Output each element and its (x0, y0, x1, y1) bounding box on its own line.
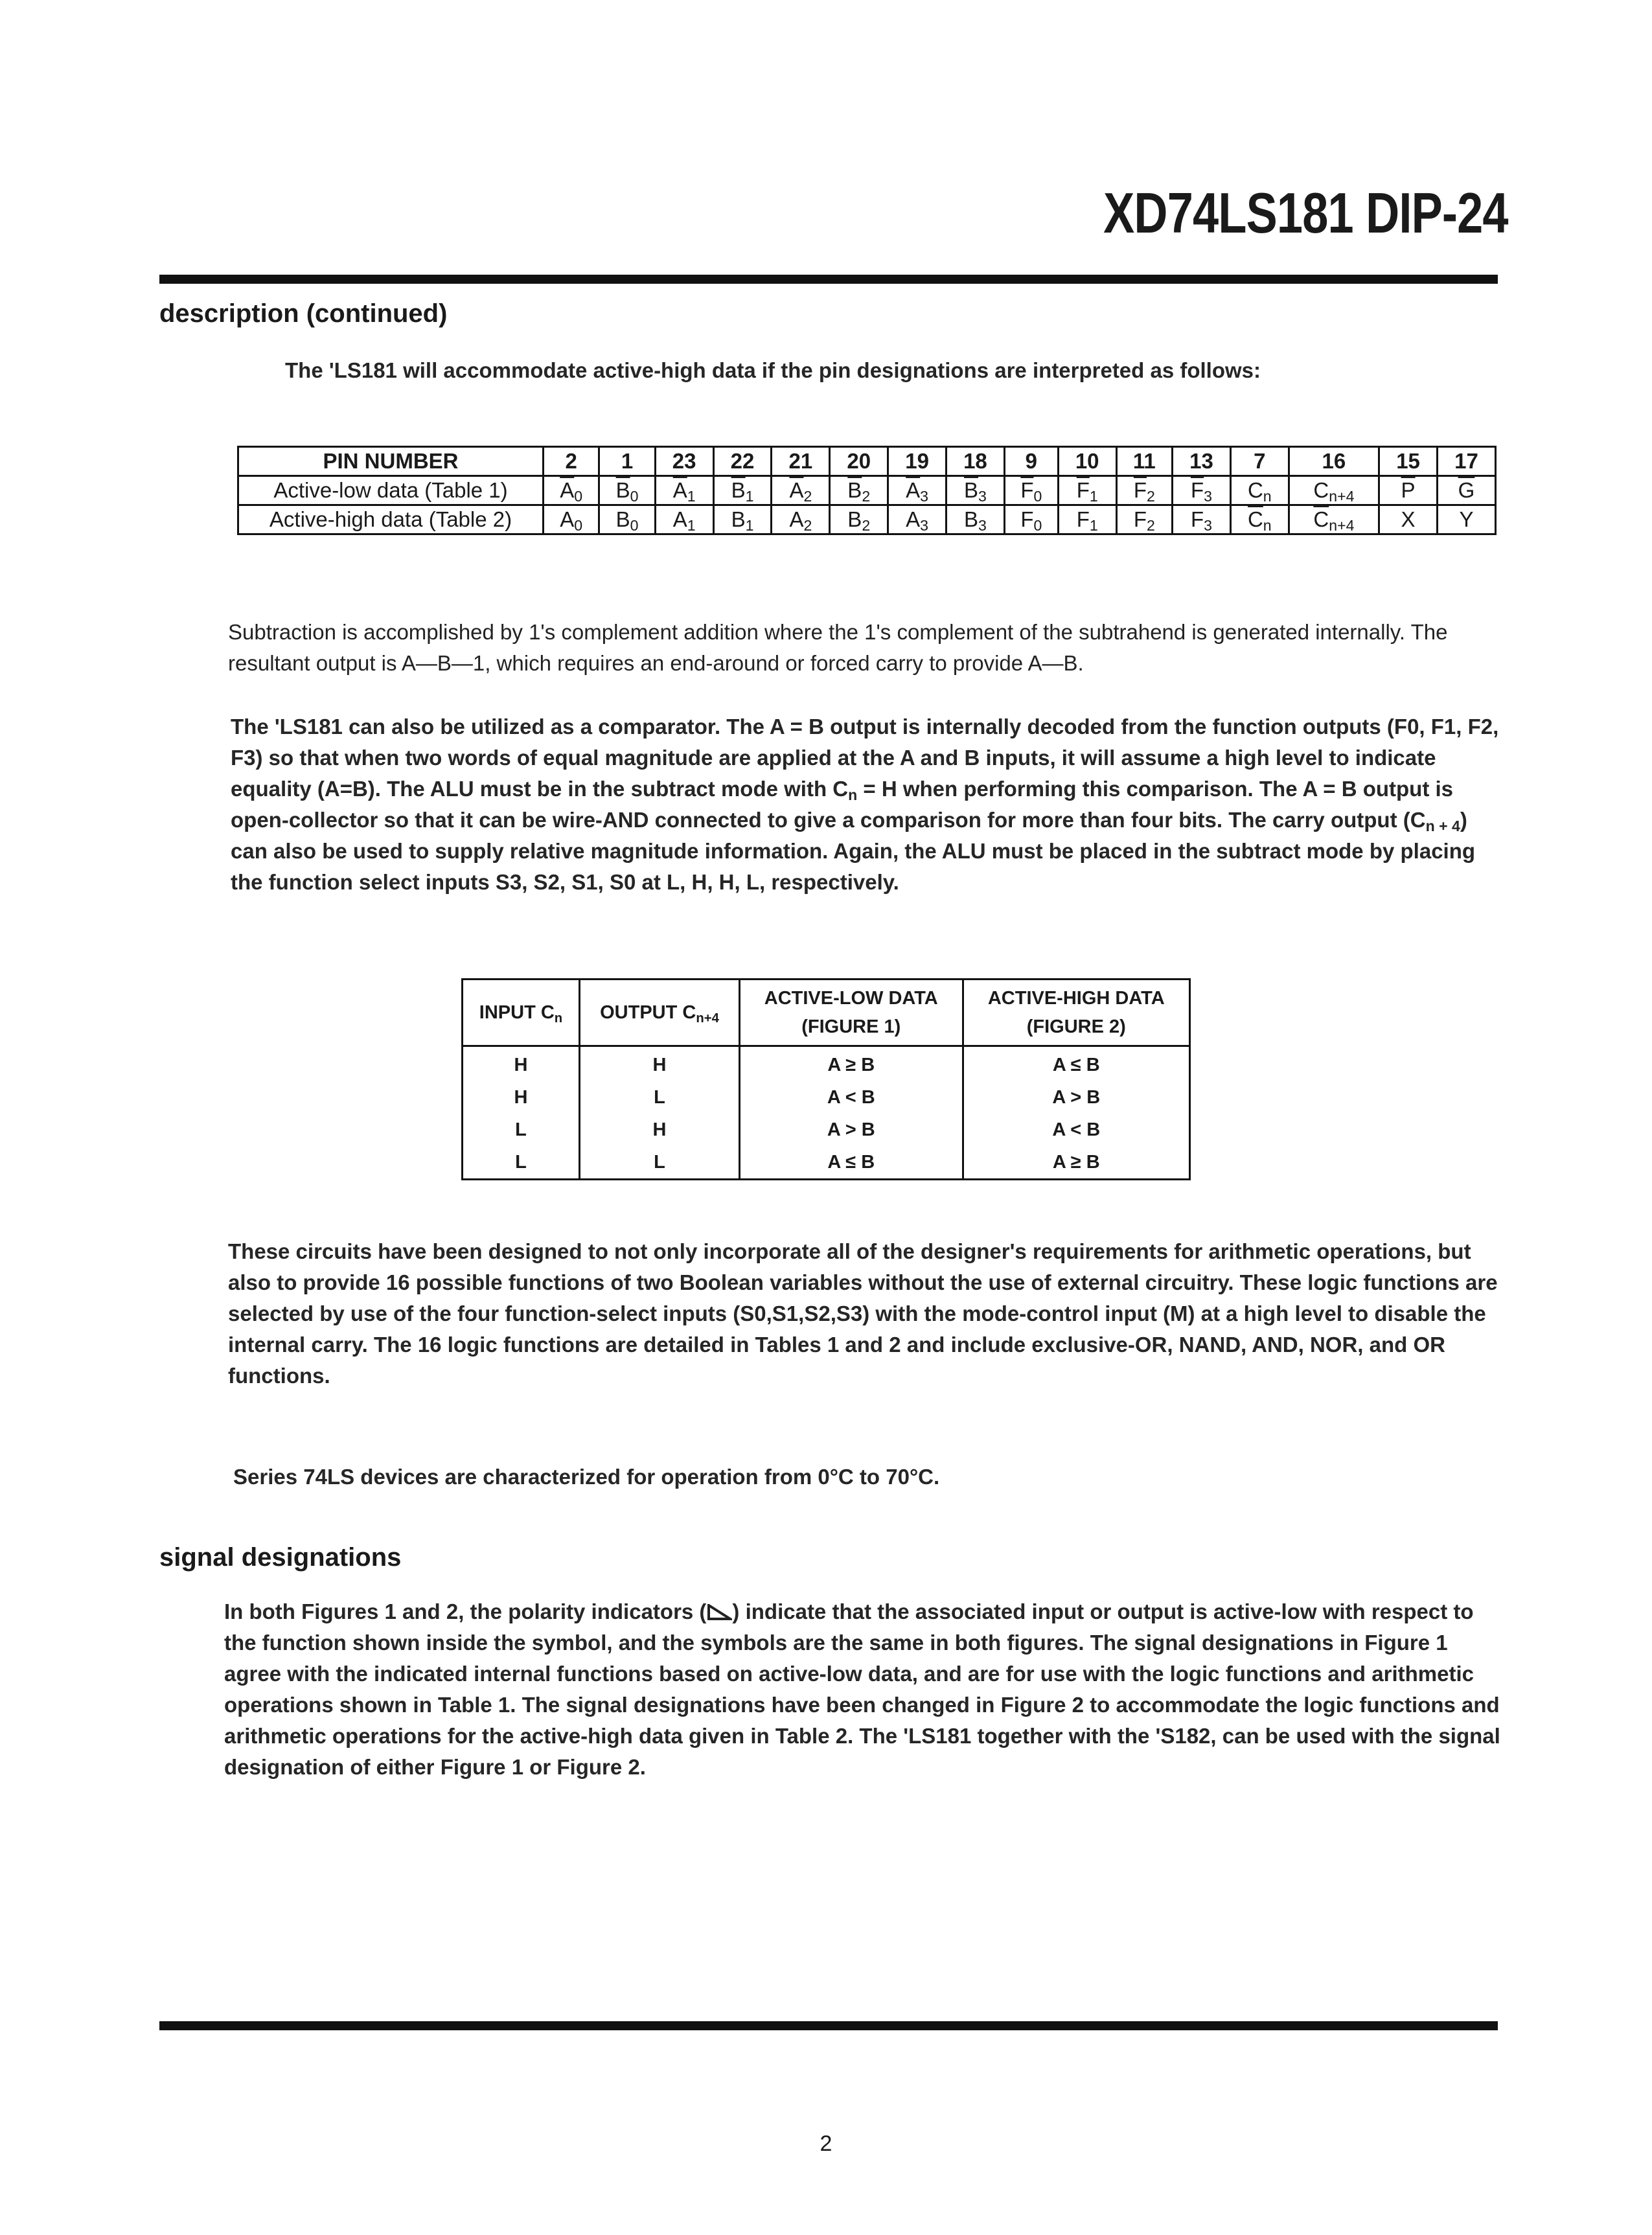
active-low-cell: A > B (740, 1114, 963, 1146)
pin-cell: 2 (544, 447, 599, 476)
signal-designations-heading: signal designations (159, 1543, 402, 1572)
pin-cell: 11 (1116, 447, 1172, 476)
pin-cell: 15 (1379, 447, 1438, 476)
signal-cell: $A_2$ (772, 505, 830, 534)
active-low-cell: A ≤ B (740, 1146, 963, 1180)
comparator-text-2: = H when performing this comparison. The A = B output is open-collector so that it can be wire-AND connected to give a comparison for more than four bits. The carry output (C (231, 777, 1454, 832)
active-low-label: Active-low data (Table 1) (238, 476, 544, 505)
pin-number-label: PIN NUMBER (238, 447, 544, 476)
active-low-cell: A ≥ B (740, 1046, 963, 1082)
signal-cell: $\overline{G}$ (1437, 476, 1495, 505)
active-low-cell: A < B (740, 1081, 963, 1114)
active-low-header: ACTIVE-LOW DATA (FIGURE 1) (740, 980, 963, 1046)
signal-cell: $\overline{B}_0$ (599, 476, 655, 505)
pin-cell: 18 (946, 447, 1005, 476)
pin-cell: 17 (1437, 447, 1495, 476)
signal-cell: $\overline{F}_2$ (1116, 476, 1172, 505)
signal-designations-paragraph (224, 1596, 1504, 1783)
signal-cell: $A_0$ (544, 505, 599, 534)
polarity-indicator-icon (706, 1604, 732, 1621)
signal-cell: $\overline{F}_1$ (1058, 476, 1116, 505)
input-cell: L (463, 1114, 580, 1146)
input-cn-header: INPUT $C_n$ (463, 980, 580, 1046)
top-divider (159, 275, 1498, 284)
signal-cell: $\overline{B}_2$ (830, 476, 888, 505)
comparison-header-row (463, 980, 1190, 1046)
pin-cell: 19 (888, 447, 946, 476)
series-paragraph: Series 74LS devices are characterized for operation from 0°C to 70°C. (233, 1465, 940, 1489)
description-heading: description (continued) (159, 299, 448, 328)
active-high-cell: A ≤ B (963, 1046, 1190, 1082)
signal-cell: $\overline{F}_3$ (1173, 476, 1231, 505)
signal-cell: $\overline{A}_3$ (888, 476, 946, 505)
active-high-row (238, 505, 1496, 534)
pin-number-row (238, 447, 1496, 476)
input-cell: L (463, 1146, 580, 1180)
output-cell: L (580, 1146, 740, 1180)
output-cn4-header: OUTPUT $C_{n+4}$ (580, 980, 740, 1046)
table-row (463, 1146, 1190, 1180)
intro-paragraph: The 'LS181 will accommodate active-high data if the pin designations are interpreted as follows: (285, 358, 1261, 382)
signal-cell: $B_1$ (713, 505, 772, 534)
active-high-cell: A < B (963, 1114, 1190, 1146)
pin-cell: 9 (1004, 447, 1058, 476)
signal-cell: $B_2$ (830, 505, 888, 534)
signal-cell: $F_3$ (1173, 505, 1231, 534)
signal-cell: $B_3$ (946, 505, 1005, 534)
input-cell: H (463, 1046, 580, 1082)
signal-cell: $F_0$ (1004, 505, 1058, 534)
circuits-paragraph: These circuits have been designed to not only incorporate all of the designer's requirements for arithmetic operations, but also to provide 16 possible functions of two Boolean variables without the use of external circuitry. These logic functions are selected by use of the four function-select inputs (S0,S1,S2,S3) with the mode-control input (M) at a high level to disable the internal carry. The 16 logic functions are detailed in Tables 1 and 2 and include exclusive-OR, NAND, AND, NOR, and OR functions. (228, 1239, 1498, 1388)
comparator-paragraph: The 'LS181 can also be utilized as a comparator. The A = B output is internally decoded from the function outputs (F0, F1, F2, F3) so that when two words of equal magnitude are applied at the A and B inputs, it will assume a high level to indicate equality (A=B). The ALU must be in the subtract mode with $C_n = H$ when performing this comparison. The A = B output is open-collector so that it can be wire-AND connected to give a comparison for more than four bits. The carry output $(C_{n + 4})$ can also be used to supply relative magnitude information. Again, the ALU must be placed in the subtract mode by placing the function select inputs S3, S2, S1, S0 at L, H, H, L, respectively. (231, 715, 1499, 894)
signal-cell: $\overline{B}_3$ (946, 476, 1005, 505)
pin-cell: 23 (655, 447, 713, 476)
pin-cell: 21 (772, 447, 830, 476)
signal-cell: $A_1$ (655, 505, 713, 534)
pin-cell: 10 (1058, 447, 1116, 476)
active-high-header: ACTIVE-HIGH DATA (FIGURE 2) (963, 980, 1190, 1046)
signal-cell: $\overline{B}_1$ (713, 476, 772, 505)
table-row (463, 1114, 1190, 1146)
pin-cell: 16 (1289, 447, 1379, 476)
bottom-divider (159, 2021, 1498, 2030)
signal-cell: $F_1$ (1058, 505, 1116, 534)
pin-cell: 7 (1230, 447, 1289, 476)
table-row (463, 1046, 1190, 1082)
active-low-row (238, 476, 1496, 505)
signal-cell: $\overline{C}_{n+4}$ (1289, 505, 1379, 534)
comparator-text-3: ) can also be used to supply relative magnitude information. Again, the ALU must be placed in the subtract mode by placing the function select inputs S3, S2, S1, S0 at L, H, H, L, respectively. (231, 808, 1476, 894)
signal-cell: $C_n$ (1230, 476, 1289, 505)
comparator-text-1: The 'LS181 can also be utilized as a comparator. The A = B output is internally decoded from the function outputs (F0, F1, F2, F3) so that when two words of equal magnitude are applied at the A and B inputs, it will assume a high level to indicate equality (A=B). The ALU must be in the subtract mode with C (231, 715, 1499, 801)
pin-cell: 22 (713, 447, 772, 476)
signal-text-2: ) indicate that the associated input or output is active-low with respect to the function shown inside the symbol, and the symbols are the same in both figures. The signal designations in Figure 1 agree with the indicated internal functions based on active-low data, and are for use with the logic functions and arithmetic operations shown in Table 1. The signal designations have been changed in Figure 2 to accommodate the logic functions and arithmetic operations for the active-high data given in Table 2. The 'LS181 together with the 'S182, can be used with the signal designation of either Figure 1 or Figure 2. (224, 1599, 1500, 1779)
document-title: XD74LS181 DIP-24 (1103, 181, 1508, 245)
signal-cell: $\overline{P}$ (1379, 476, 1438, 505)
pin-cell: 1 (599, 447, 655, 476)
output-cell: H (580, 1114, 740, 1146)
signal-cell: $\overline{C}_n$ (1230, 505, 1289, 534)
pin-designation-table (237, 446, 1497, 535)
page-number: 2 (820, 2131, 832, 2156)
signal-cell: $\overline{A}_0$ (544, 476, 599, 505)
signal-cell: $\overline{F}_0$ (1004, 476, 1058, 505)
signal-cell: $A_3$ (888, 505, 946, 534)
signal-cell: $F_2$ (1116, 505, 1172, 534)
output-cell: L (580, 1081, 740, 1114)
signal-cell: $B_0$ (599, 505, 655, 534)
active-high-cell: A ≥ B (963, 1146, 1190, 1180)
subtraction-paragraph: Subtraction is accomplished by 1's complement addition where the 1's complement of the subtrahend is generated internally. The resultant output is A—B—1, which requires an end-around or forced carry to provide A—B. (228, 620, 1448, 675)
comparison-table (461, 978, 1191, 1180)
signal-cell: Y (1437, 505, 1495, 534)
pin-cell: 20 (830, 447, 888, 476)
active-high-label: Active-high data (Table 2) (238, 505, 544, 534)
signal-cell: $C_{n+4}$ (1289, 476, 1379, 505)
pin-cell: 13 (1173, 447, 1231, 476)
output-cell: H (580, 1046, 740, 1082)
active-high-cell: A > B (963, 1081, 1190, 1114)
table-row (463, 1081, 1190, 1114)
signal-text-1: In both Figures 1 and 2, the polarity indicators ( (224, 1599, 707, 1623)
signal-cell: $\overline{A}_1$ (655, 476, 713, 505)
signal-cell: $\overline{A}_2$ (772, 476, 830, 505)
signal-cell: X (1379, 505, 1438, 534)
input-cell: H (463, 1081, 580, 1114)
